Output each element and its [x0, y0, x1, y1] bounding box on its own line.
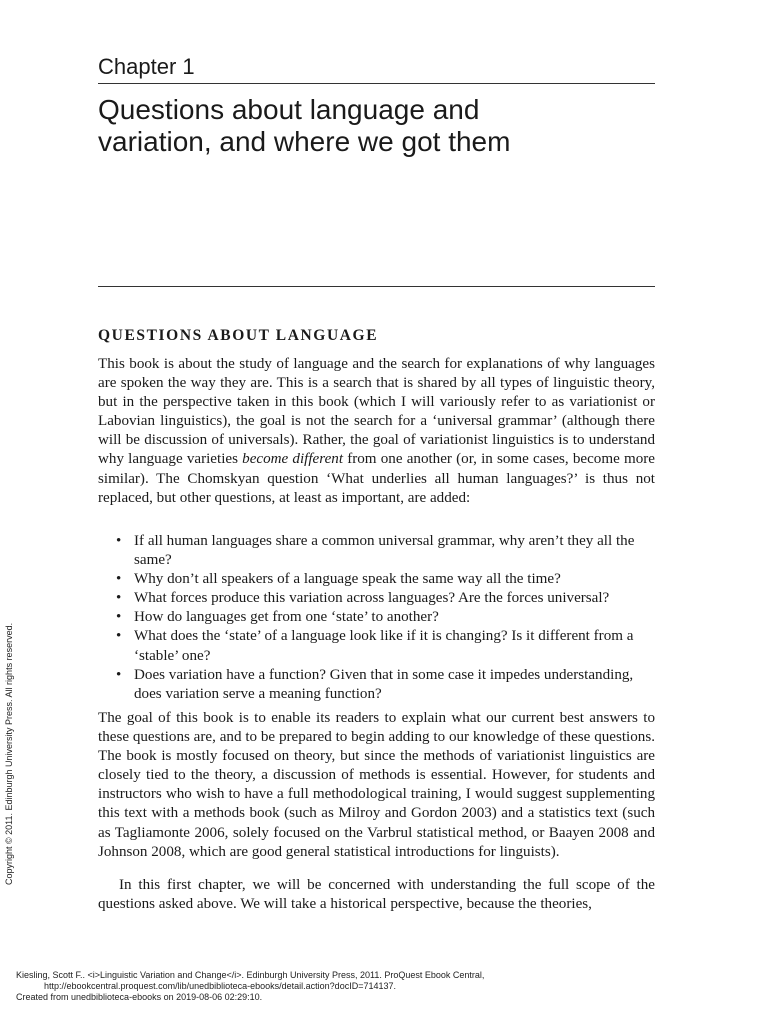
paragraph-2: The goal of this book is to enable its readers to explain what our current best answers to these questions are, and to be prepared to begin adding to our knowledge of these questions. The book is mostly focused on theory, but since the methods of variationist linguistics are closely tied to the theory, a discussion of methods is essential. However, for students and instructors who wish to have a full methodological training, I would suggest supplementing this text with a methods book (such as Milroy and Gordon 2003) and a statistics text (such as Tagliamonte 2006, solely focused on the Varbrul statistical method, or Baayen 2008 and Johnson 2008, which are good general statistical introductions for linguists). — [98, 710, 655, 860]
margin-copyright: Copyright © 2011. Edinburgh University Press. All rights reserved. — [4, 622, 14, 885]
list-item — [98, 589, 655, 608]
list-item — [98, 532, 655, 570]
list-item-text: Why don’t all speakers of a language speak the same way all the time? — [134, 571, 561, 588]
bullet-icon: • — [116, 609, 122, 626]
chapter-title-line-2: variation, and where we got them — [98, 126, 511, 157]
list-item-text: How do languages get from one ‘state’ to another? — [134, 609, 439, 626]
question-list — [98, 532, 655, 704]
list-item-text: What forces produce this variation across languages? Are the forces universal? — [134, 590, 610, 607]
paragraph-3: In this first chapter, we will be concerned with understanding the full scope of the questions asked above. We will take a historical perspective, because the theories, — [98, 877, 655, 913]
top-rule — [98, 83, 655, 84]
list-item-text: If all human languages share a common universal grammar, why aren’t they all the same? — [134, 533, 635, 569]
list-item — [98, 627, 655, 665]
list-item-text: Does variation have a function? Given that in some case it impedes understanding, does variation serve a meaning function? — [134, 666, 634, 702]
list-item — [98, 608, 655, 627]
chapter-title — [98, 94, 658, 158]
bottom-rule — [98, 286, 655, 287]
bullet-icon: • — [116, 666, 122, 683]
paragraph-1-part-b: from one another (or, in some cases, become more similar). The Chomskyan question ‘What underlies all human languages?’ is thus not replaced, but other questions, at least as important, are added: — [98, 451, 655, 506]
footer-line-3: Created from unedbiblioteca-ebooks on 2019-08-06 02:29:10. — [16, 992, 263, 1002]
list-item — [98, 570, 655, 589]
list-item-text: What does the ‘state’ of a language look like if it is changing? Is it different from a ‘stable’ one? — [134, 628, 634, 664]
bullet-icon: • — [116, 571, 122, 588]
footer-line-1: Kiesling, Scott F.. <i>Linguistic Variation and Change</i>. Edinburgh University Press, 2011. ProQuest Ebook Central, — [16, 970, 485, 980]
section-heading: QUESTIONS ABOUT LANGUAGE — [98, 327, 379, 344]
chapter-label: Chapter 1 — [98, 54, 195, 79]
footer-line-2: http://ebookcentral.proquest.com/lib/unedbiblioteca-ebooks/detail.action?docID=714137. — [44, 981, 396, 991]
bullet-icon: • — [116, 533, 122, 549]
citation-footer — [16, 970, 756, 1003]
paragraph-1-emphasis: become different — [242, 451, 344, 468]
bullet-icon: • — [116, 590, 122, 607]
paragraph-1 — [98, 355, 655, 508]
chapter-title-line-1: Questions about language and — [98, 94, 480, 125]
bullet-icon: • — [116, 628, 122, 645]
list-item — [98, 666, 655, 704]
paragraph-1-part-a: This book is about the study of language and the search for explanations of why languages are spoken the way they are. This is a search that is shared by all types of linguistic theory, but in the perspective taken in this book (which I will variously refer to as variationist or Labovian linguistics), the goal is not the search for a ‘universal grammar’ (although there will be discussion of universals). Rather, the goal of variationist linguistics is to understand why language varieties — [98, 356, 655, 468]
